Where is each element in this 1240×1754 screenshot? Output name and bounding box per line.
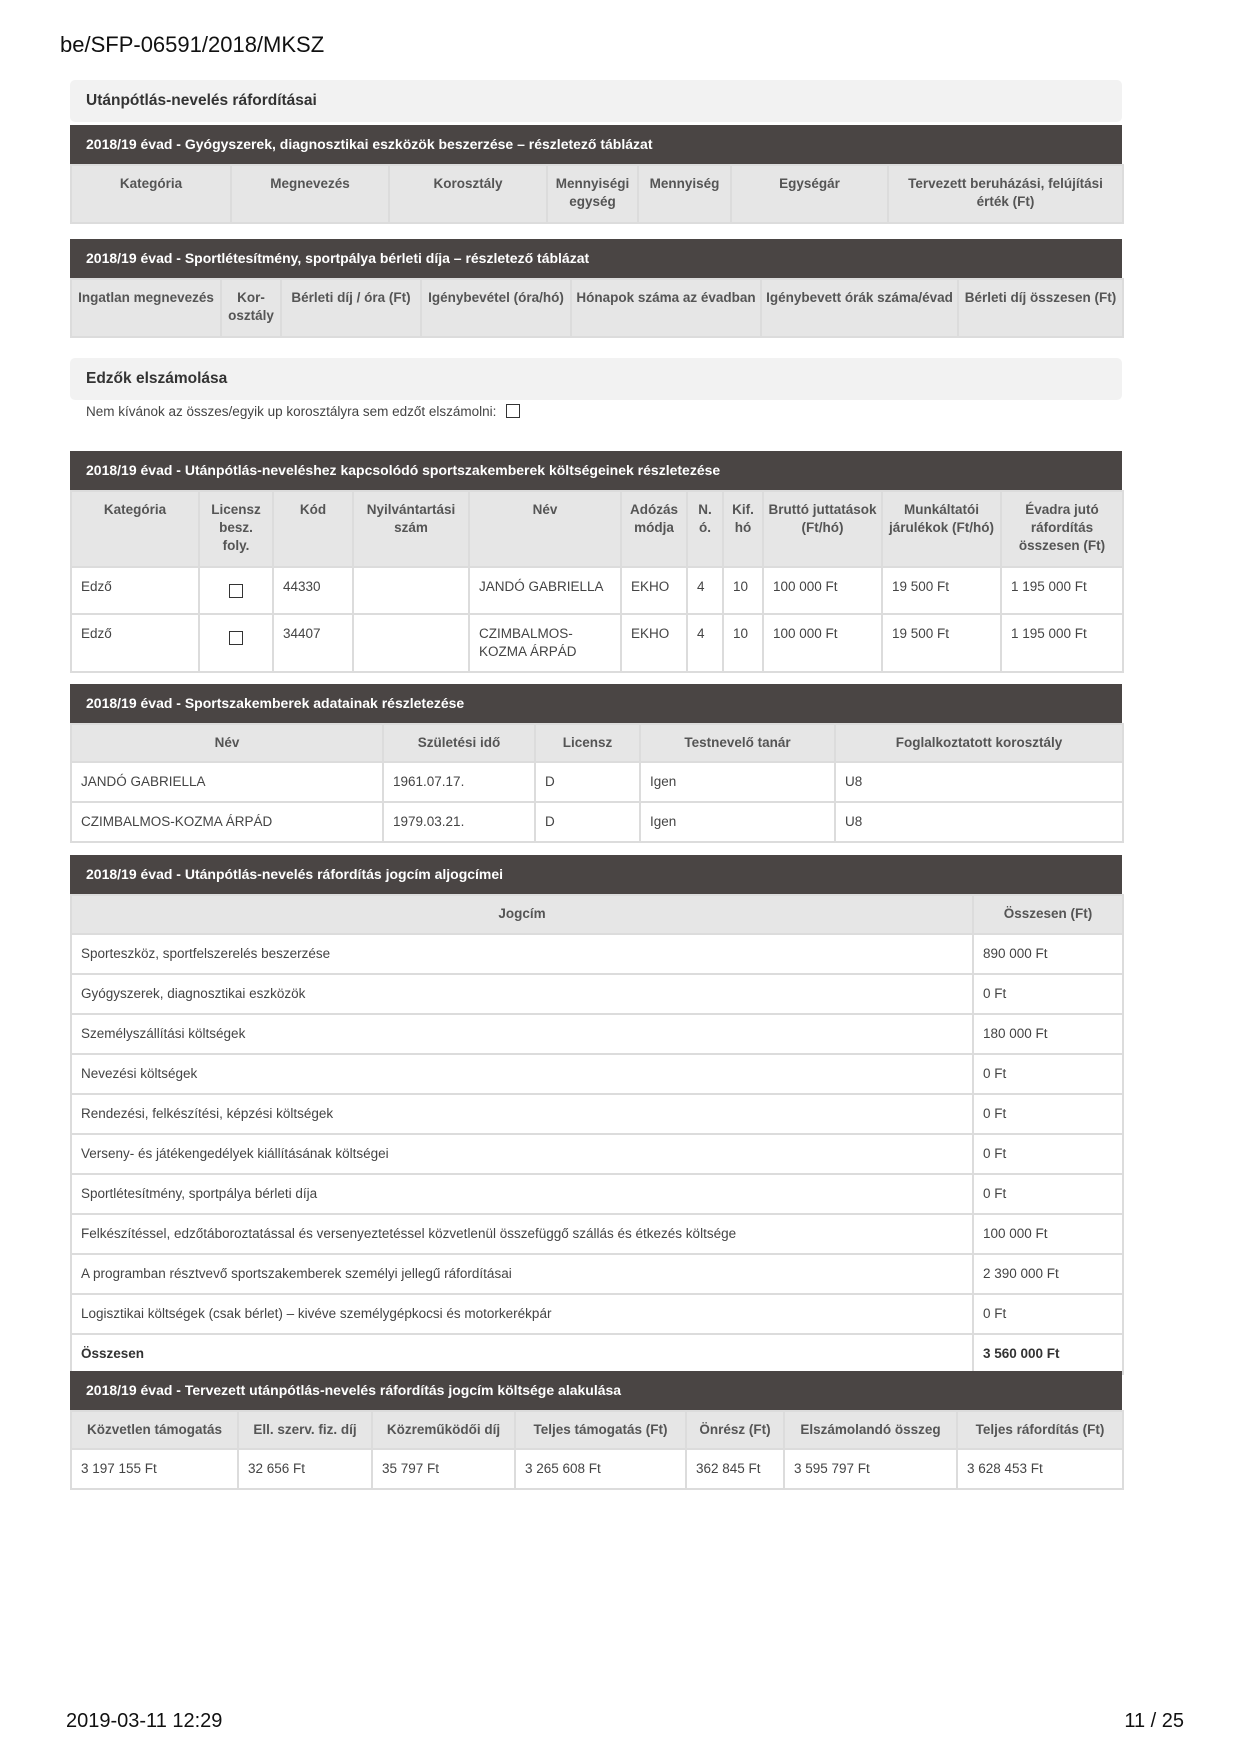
cell-value: 0 Ft (973, 1134, 1123, 1174)
cell-kif: 10 (723, 567, 763, 614)
cell-label: Verseny- és játékengedélyek kiállításának költségei (71, 1134, 973, 1174)
total-label: Összesen (71, 1334, 973, 1374)
cell-value: 0 Ft (973, 1294, 1123, 1334)
table-row (71, 802, 1123, 842)
col-header: N. ó. (687, 491, 723, 567)
table-row (71, 567, 1123, 614)
cell-value: 362 845 Ft (686, 1449, 784, 1489)
col-header: Születési idő (383, 724, 535, 762)
col-header: Név (469, 491, 621, 567)
cell-label: Rendezési, felkészítési, képzési költségek (71, 1094, 973, 1134)
cell-birth: 1979.03.21. (383, 802, 535, 842)
cell-age-group: U8 (835, 802, 1123, 842)
cell-license (199, 614, 273, 672)
cell-label: Logisztikai költségek (csak bérlet) – kivéve személygépkocsi és motorkerékpár (71, 1294, 973, 1334)
cell-birth: 1961.07.17. (383, 762, 535, 802)
cell-name: CZIMBALMOS-KOZMA ÁRPÁD (469, 614, 621, 672)
col-header: Foglalkoztatott korosztály (835, 724, 1123, 762)
col-header: Közreműködői díj (372, 1411, 515, 1449)
cell-value: 0 Ft (973, 1174, 1123, 1214)
col-header: Mennyiségi egység (547, 165, 638, 223)
col-header: Teljes támogatás (Ft) (515, 1411, 686, 1449)
cell-age-group: U8 (835, 762, 1123, 802)
col-header: Munkáltatói járulékok (Ft/hó) (882, 491, 1001, 567)
cell-code: 44330 (273, 567, 353, 614)
cell-gross: 100 000 Ft (763, 567, 882, 614)
cell-employer: 19 500 Ft (882, 614, 1001, 672)
cell-reg-no (353, 567, 469, 614)
col-header: Bruttó juttatások (Ft/hó) (763, 491, 882, 567)
cell-total: 1 195 000 Ft (1001, 614, 1123, 672)
coaches-table (70, 490, 1124, 673)
footer-timestamp: 2019-03-11 12:29 (66, 1710, 223, 1732)
col-header: Nyilvántartási szám (353, 491, 469, 567)
cell-reg-no (353, 614, 469, 672)
cell-gross: 100 000 Ft (763, 614, 882, 672)
cell-value: 0 Ft (973, 1054, 1123, 1094)
table-row (71, 1014, 1123, 1054)
section-costs (70, 80, 1122, 122)
section-title: Utánpótlás-nevelés ráfordításai (70, 80, 1122, 122)
col-header: Bérleti díj összesen (Ft) (958, 279, 1123, 337)
col-header: Igénybevétel (óra/hó) (421, 279, 571, 337)
cell-name: CZIMBALMOS-KOZMA ÁRPÁD (71, 802, 383, 842)
rent-table-title: 2018/19 évad - Sportlétesítmény, sportpálya bérleti díja – részletező táblázat (70, 239, 1122, 278)
col-header: Kif. hó (723, 491, 763, 567)
table-row (71, 974, 1123, 1014)
cell-label: Sporteszköz, sportfelszerelés beszerzése (71, 934, 973, 974)
col-header: Licensz (535, 724, 640, 762)
cell-kif: 10 (723, 614, 763, 672)
table-row (71, 1094, 1123, 1134)
cell-value: 890 000 Ft (973, 934, 1123, 974)
cell-label: Gyógyszerek, diagnosztikai eszközök (71, 974, 973, 1014)
cell-category: Edző (71, 567, 199, 614)
col-header: Évadra jutó ráfordítás összesen (Ft) (1001, 491, 1123, 567)
col-header: Ingatlan megnevezés (71, 279, 221, 337)
cell-value: 3 197 155 Ft (71, 1449, 238, 1489)
cell-label: Felkészítéssel, edzőtáboroztatással és versenyeztetéssel közvetlenül összefüggő szállás és étkezés költsége (71, 1214, 973, 1254)
cell-label: Sportlétesítmény, sportpálya bérleti díja (71, 1174, 973, 1214)
table-row (71, 1134, 1123, 1174)
cell-license (199, 567, 273, 614)
cell-label: Nevezési költségek (71, 1054, 973, 1094)
cell-total: 1 195 000 Ft (1001, 567, 1123, 614)
cell-tax: EKHO (621, 567, 687, 614)
col-header: Kategória (71, 165, 231, 223)
cell-label: A programban résztvevő sportszakemberek személyi jellegű ráfordításai (71, 1254, 973, 1294)
table-row (71, 1294, 1123, 1334)
cell-tax: EKHO (621, 614, 687, 672)
cell-pe-teacher: Igen (640, 802, 835, 842)
cell-license: D (535, 802, 640, 842)
drugs-table (70, 164, 1124, 224)
col-header: Kor-osztály (221, 279, 281, 337)
col-header: Közvetlen támogatás (71, 1411, 238, 1449)
col-header: Összesen (Ft) (973, 895, 1123, 934)
cell-value: 32 656 Ft (238, 1449, 372, 1489)
no-coach-note (86, 404, 520, 419)
titles-table (70, 894, 1124, 1375)
cell-category: Edző (71, 614, 199, 672)
titles-table-block (70, 855, 1122, 1375)
coaches-table-title: 2018/19 évad - Utánpótlás-neveléshez kapcsolódó sportszakemberek költségeinek részletezése (70, 451, 1122, 490)
cell-pe-teacher: Igen (640, 762, 835, 802)
cell-no: 4 (687, 567, 723, 614)
experts-table-title: 2018/19 évad - Sportszakemberek adatainak részletezése (70, 684, 1122, 723)
table-row (71, 1449, 1123, 1489)
table-row (71, 1174, 1123, 1214)
table-row (71, 934, 1123, 974)
cell-value: 100 000 Ft (973, 1214, 1123, 1254)
col-header: Licensz besz. foly. (199, 491, 273, 567)
experts-table (70, 723, 1124, 843)
section-coaches (70, 358, 1122, 400)
no-coach-label: Nem kívánok az összes/egyik up korosztályra sem edzőt elszámolni: (86, 404, 497, 419)
col-header: Egységár (731, 165, 888, 223)
col-header: Mennyiség (638, 165, 731, 223)
cell-code: 34407 (273, 614, 353, 672)
cell-name: JANDÓ GABRIELLA (469, 567, 621, 614)
cell-value: 3 265 608 Ft (515, 1449, 686, 1489)
col-header: Igénybevett órák száma/évad (761, 279, 958, 337)
footer-page-number: 11 / 25 (1124, 1710, 1184, 1732)
table-row (71, 1254, 1123, 1294)
total-value: 3 560 000 Ft (973, 1334, 1123, 1374)
col-header: Kód (273, 491, 353, 567)
col-header: Jogcím (71, 895, 973, 934)
col-header: Korosztály (389, 165, 547, 223)
rent-table-block (70, 239, 1122, 338)
cell-name: JANDÓ GABRIELLA (71, 762, 383, 802)
rent-table (70, 278, 1124, 338)
col-header: Bérleti díj / óra (Ft) (281, 279, 421, 337)
cell-value: 0 Ft (973, 974, 1123, 1014)
costs-table-title: 2018/19 évad - Tervezett utánpótlás-nevelés ráfordítás jogcím költsége alakulása (70, 1371, 1122, 1410)
table-row (71, 1214, 1123, 1254)
col-header: Név (71, 724, 383, 762)
no-coach-checkbox[interactable] (506, 404, 520, 418)
license-checkbox[interactable] (229, 631, 243, 645)
col-header: Adózás módja (621, 491, 687, 567)
col-header: Tervezett beruházási, felújítási érték (Ft) (888, 165, 1123, 223)
table-row (71, 762, 1123, 802)
cell-value: 3 628 453 Ft (957, 1449, 1123, 1489)
col-header: Hónapok száma az évadban (571, 279, 761, 337)
costs-table-block (70, 1371, 1122, 1490)
document-id: be/SFP-06591/2018/MKSZ (60, 32, 325, 57)
table-row (71, 1054, 1123, 1094)
cell-value: 0 Ft (973, 1094, 1123, 1134)
table-row (71, 614, 1123, 672)
total-row (71, 1334, 1123, 1374)
cell-value: 3 595 797 Ft (784, 1449, 957, 1489)
experts-table-block (70, 684, 1122, 843)
col-header: Teljes ráfordítás (Ft) (957, 1411, 1123, 1449)
drugs-table-title: 2018/19 évad - Gyógyszerek, diagnosztikai eszközök beszerzése – részletező táblázat (70, 125, 1122, 164)
cell-label: Személyszállítási költségek (71, 1014, 973, 1054)
license-checkbox[interactable] (229, 584, 243, 598)
section-title: Edzők elszámolása (70, 358, 1122, 400)
costs-table (70, 1410, 1124, 1490)
coaches-table-block (70, 451, 1122, 673)
col-header: Elszámolandó összeg (784, 1411, 957, 1449)
cell-no: 4 (687, 614, 723, 672)
cell-value: 35 797 Ft (372, 1449, 515, 1489)
col-header: Testnevelő tanár (640, 724, 835, 762)
cell-value: 2 390 000 Ft (973, 1254, 1123, 1294)
col-header: Ell. szerv. fiz. díj (238, 1411, 372, 1449)
col-header: Megnevezés (231, 165, 389, 223)
cell-license: D (535, 762, 640, 802)
col-header: Kategória (71, 491, 199, 567)
cell-value: 180 000 Ft (973, 1014, 1123, 1054)
cell-employer: 19 500 Ft (882, 567, 1001, 614)
col-header: Önrész (Ft) (686, 1411, 784, 1449)
titles-table-title: 2018/19 évad - Utánpótlás-nevelés ráfordítás jogcím aljogcímei (70, 855, 1122, 894)
drugs-table-block (70, 125, 1122, 224)
